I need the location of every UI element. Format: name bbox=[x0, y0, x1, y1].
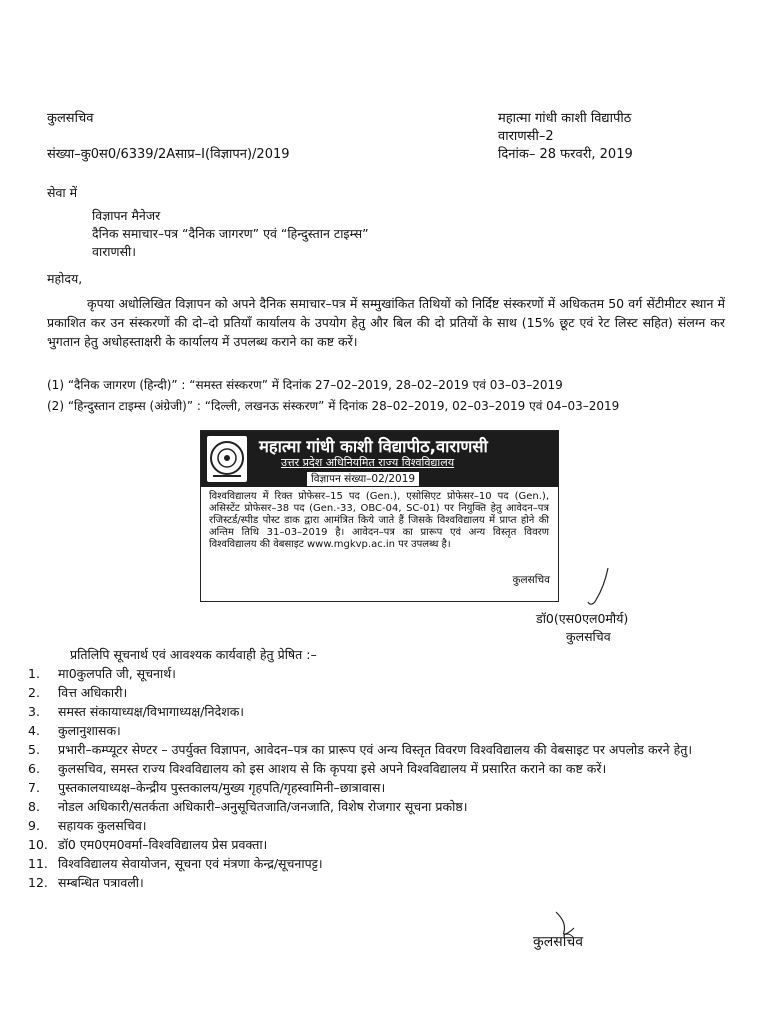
copy-list bbox=[28, 664, 738, 892]
list-text: वित्त अधिकारी। bbox=[58, 685, 128, 700]
reference-number: संख्या–कु0स0/6339/2Aसाप्र–I(विज्ञापन)/2019 bbox=[47, 147, 290, 162]
advertisement-body: विश्वविद्यालय में रिक्त प्रोफेसर–15 पद (Gen.), एसोसिएट प्रोफेसर–10 पद (Gen.), असिस्टेंट प्रोफेसर–38 पद (Gen.-33, OBC-04, SC-01) पर नियुक्ति हेतु आवेदन–पत्र रजिस्टर्ड/स्पीड पोस्ट डाक द्वारा आमंत्रित किये जाते हैं जिसके विश्वविद्यालय में प्राप्त होने की अन्तिम तिथि 31–03–2019 है। आवेदन–पत्र का प्रारूप एवं अन्य विस्तृत विवरण विश्वविद्यालय की वेबसाइट www.mgkvp.ac.in पर उपलब्ध है। bbox=[209, 491, 549, 550]
copy-intro: प्रतिलिपि सूचनार्थ एवं आवश्यक कार्यवाही हेतु प्रेषित :– bbox=[70, 647, 317, 662]
advertisement-signature: कुलसचिव bbox=[512, 574, 550, 586]
list-number: 8. bbox=[28, 799, 40, 814]
signature-mark bbox=[580, 566, 620, 611]
list-text: पुस्तकालयाध्यक्ष–केन्द्रीय पुस्तकालय/मुख्य गृहपति/गृहस्वामिनी–छात्रावास। bbox=[58, 780, 386, 795]
list-item bbox=[28, 740, 738, 759]
advertisement-header bbox=[201, 431, 558, 487]
list-number: 6. bbox=[28, 761, 40, 776]
list-text: कुलानुशासक। bbox=[58, 723, 121, 738]
sender-title: कुलसचिव bbox=[47, 111, 94, 126]
list-item bbox=[28, 664, 738, 683]
list-number: 7. bbox=[28, 780, 40, 795]
list-number: 3. bbox=[28, 704, 40, 719]
list-number: 11. bbox=[28, 856, 48, 871]
list-text: डॉ0 एम0एम0वर्मा–विश्वविद्यालय प्रेस प्रवक्ता। bbox=[58, 837, 268, 852]
letter-date: दिनांक– 28 फरवरी, 2019 bbox=[498, 147, 633, 162]
list-number: 4. bbox=[28, 723, 40, 738]
advertisement-box bbox=[200, 430, 559, 602]
address-line-1: विज्ञापन मैनेजर bbox=[92, 208, 161, 223]
body-paragraph: कृपया अधोलिखित विज्ञापन को अपने दैनिक समाचार–पत्र में सम्मुखांकित तिथियों को निर्दिष्ट संस्करणों में अधिकतम 50 वर्ग सेंटीमीटर स्थान में प्रकाशित कर उन संस्करणों की दो–दो प्रतियाँ कार्यालय के उपयोग हेतु और बिल की दो प्रतियों के साथ (15% छूट एवं रेट लिस्ट सहित) संलग्न कर भुगतान हेतु अधोहस्ताक्षरी के कार्यालय में उपलब्ध कराने का कष्ट करें। bbox=[47, 296, 725, 349]
list-text: विश्वविद्यालय सेवायोजन, सूचना एवं मंत्रणा केन्द्र/सूचनापट्ट। bbox=[58, 856, 323, 871]
address-line-2: दैनिक समाचार–पत्र “दैनिक जागरण” एवं “हिन्दुस्तान टाइम्स” bbox=[92, 226, 369, 241]
list-text: सम्बन्धित पत्रावली। bbox=[58, 875, 144, 890]
list-text: कुलसचिव, समस्त राज्य विश्वविद्यालय को इस आशय से कि कृपया इसे अपने विश्वविद्यालय में प्रसारित कराने का कष्ट करें। bbox=[58, 761, 607, 776]
list-item bbox=[28, 873, 738, 892]
list-text: मा0कुलपति जी, सूचनार्थ। bbox=[58, 666, 176, 681]
list-item bbox=[28, 702, 738, 721]
closing-designation: कुलसचिव bbox=[533, 934, 584, 950]
advertisement-title: महात्मा गांधी काशी विद्यापीठ,वाराणसी bbox=[259, 437, 488, 456]
list-number: 12. bbox=[28, 875, 48, 890]
list-item bbox=[28, 854, 738, 873]
list-item bbox=[28, 778, 738, 797]
address-to: सेवा में bbox=[47, 185, 78, 200]
schedule-item-1: (1) “दैनिक जागरण (हिन्दी)” : “समस्त संस्करण” में दिनांक 27–02–2019, 28–02–2019 एवं 03–03–2019 bbox=[47, 378, 563, 392]
list-number: 2. bbox=[28, 685, 40, 700]
schedule-item-2: (2) “हिन्दुस्तान टाइम्स (अंग्रेजी)” : “दिल्ली, लखनऊ संस्करण” में दिनांक 28–02–2019, 02–03–2019 एवं 04–03–2019 bbox=[47, 399, 620, 413]
signatory-name: डॉ0(एस0एल0मौर्य) bbox=[536, 611, 629, 626]
list-number: 1. bbox=[28, 666, 40, 681]
list-item bbox=[28, 797, 738, 816]
university-logo bbox=[207, 436, 247, 482]
list-item bbox=[28, 759, 738, 778]
list-text: समस्त संकायाध्यक्ष/विभागाध्यक्ष/निदेशक। bbox=[58, 704, 245, 719]
list-item bbox=[28, 835, 738, 854]
list-item bbox=[28, 721, 738, 740]
advertisement-number: विज्ञापन संख्या–02/2019 bbox=[307, 472, 419, 486]
list-text: प्रभारी–कम्प्यूटर सेण्टर – उपर्युक्त विज्ञापन, आवेदन–पत्र का प्रारूप एवं अन्य विस्तृत विवरण विश्वविद्यालय की वेबसाइट पर अपलोड करने हेतु। bbox=[58, 742, 693, 757]
list-item bbox=[28, 683, 738, 702]
list-number: 9. bbox=[28, 818, 40, 833]
list-number: 5. bbox=[28, 742, 40, 757]
list-item bbox=[28, 816, 738, 835]
institution-name: महात्मा गांधी काशी विद्यापीठ bbox=[498, 111, 632, 126]
list-text: नोडल अधिकारी/सतर्कता अधिकारी–अनुसूचितजाति/जनजाति, विशेष रोजगार सूचना प्रकोष्ठ। bbox=[58, 799, 468, 814]
institution-city: वाराणसी–2 bbox=[498, 129, 554, 144]
advertisement-subtitle: उत्तर प्रदेश अधिनियमित राज्य विश्वविद्यालय bbox=[281, 456, 455, 469]
signatory-designation: कुलसचिव bbox=[566, 629, 611, 644]
salutation: महोदय, bbox=[47, 271, 83, 286]
list-number: 10. bbox=[28, 837, 48, 852]
list-text: सहायक कुलसचिव। bbox=[58, 818, 147, 833]
address-line-3: वाराणसी। bbox=[92, 244, 137, 259]
